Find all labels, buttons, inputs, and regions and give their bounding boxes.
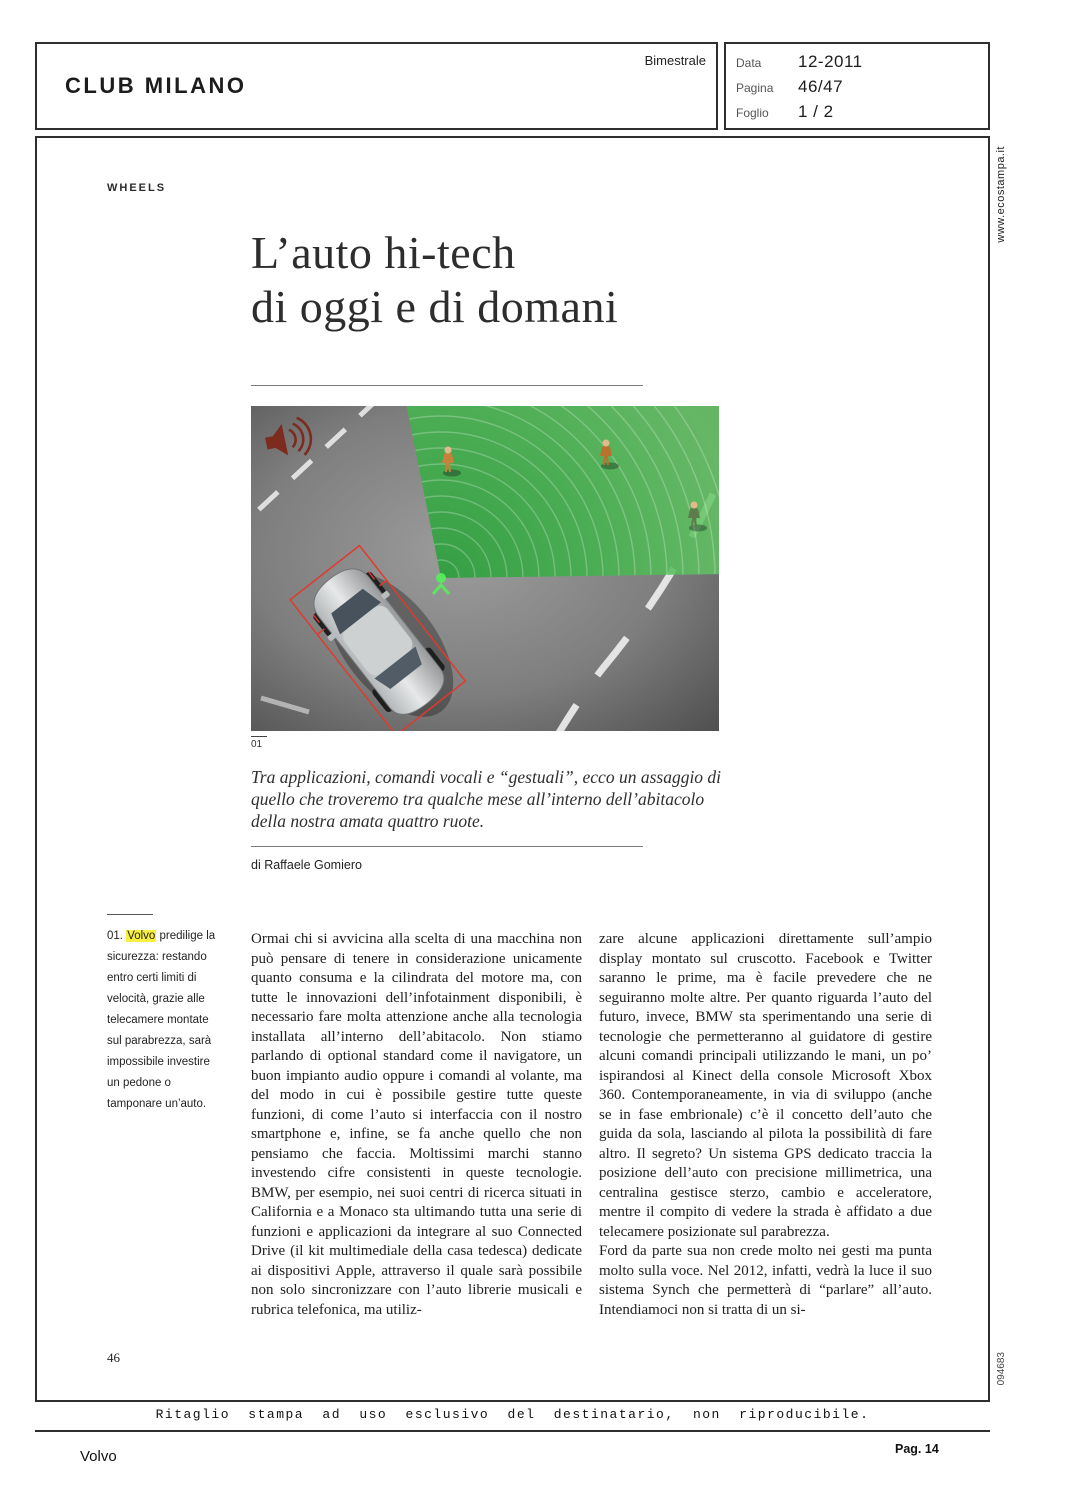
caption-text: predilige la sicurezza: restando entro certi limiti di velocità, grazie alle telecamere montate sul parabrezza, sarà impossibile investire un pedone o tamponare un’auto.	[107, 930, 216, 1110]
clipping-page-ref: Pag. 14	[895, 1442, 939, 1456]
body-column-2	[599, 930, 932, 1320]
column2-paragraph-2: Ford da parte sua non crede molto nei gesti ma punta molto sulla voce. Nel 2012, infatti, vedrà la luce il suo sistema Synch che permetterà di “parlare” all’auto. Intendiamoci non si tratta di un si-	[599, 1243, 932, 1318]
car-sensor-illustration	[251, 406, 719, 731]
section-label: WHEELS	[107, 182, 167, 194]
title-line-1: L’auto hi-tech	[251, 227, 516, 278]
figure-number: 01	[251, 736, 267, 750]
meta-value-date: 12-2011	[798, 52, 863, 71]
meta-row-data	[736, 52, 978, 72]
publication-logo: CLUB MILANO	[65, 73, 247, 98]
meta-value-foglio: 1 / 2	[798, 102, 834, 121]
disclaimer: Ritaglio stampa ad uso esclusivo del destinatario, non riproducibile.	[35, 1402, 990, 1432]
header-left-box	[35, 42, 718, 130]
meta-row-foglio	[736, 102, 978, 122]
column2-paragraph-1: zare alcune applicazioni direttamente sull’ampio display montato sul cruscotto. Facebook e Twitter saranno le prime, ma è facile prevedere che ne seguiranno molte altre. Per quanto riguarda l’auto del futuro, invece, BMW sta sperimentando una serie di tecnologie che permetteranno al guidatore di gestire alcuni comandi principali utilizzando le mani, un po’ ispirandosi al Kinect della console Microsoft Xbox 360. Contemporaneamente, in via di sviluppo (anche se in fase embrionale) c’è il concetto dell’auto che guida da sola, lasciando al pilota la possibilità di fare altro. Il segreto? Un sistema GPS dedicato traccia la posizione dell’auto con precisione millimetrica, una centralina gestisce sterzo, cambio e acceleratore, mentre il compito di vedere la strada è affidato a due telecamere posizionate sul parabrezza.	[599, 931, 932, 1240]
meta-label: Data	[736, 56, 762, 70]
title-rule	[251, 385, 643, 386]
title-line-2: di oggi e di domani	[251, 281, 619, 332]
figure-caption	[107, 926, 221, 1115]
meta-label: Pagina	[736, 81, 774, 95]
clipping-subject: Volvo	[80, 1448, 117, 1465]
page-number: 46	[107, 1350, 120, 1365]
header-meta-box	[724, 42, 990, 130]
article-title	[251, 226, 811, 334]
figure-illustration	[251, 406, 719, 731]
frequency-label: Bimestrale	[644, 53, 706, 68]
standfirst: Tra applicazioni, comandi vocali e “gestuali”, ecco un assaggio di quello che troveremo tra qualche mese all’interno dell’abitacolo della nostra amata quattro ruote.	[251, 767, 722, 831]
meta-label: Foglio	[736, 106, 769, 120]
meta-value-pagina: 46/47	[798, 77, 844, 96]
meta-row-pagina	[736, 77, 978, 97]
ecostampa-url-vertical: www.ecostampa.it	[995, 146, 1007, 243]
caption-rule	[107, 914, 153, 915]
body-column-1: Ormai chi si avvicina alla scelta di una macchina non può pensare di tenere in considerazione unicamente quanto consuma e la cilindrata del motore ma, con tutte le innovazioni dell’infotainment disponibili, è necessario fare molta attenzione anche alla tecnologia installata all’interno dell’abitacolo. Non stiamo parlando di optional standard come il navigatore, un buon impianto audio oppure i comandi al volante, ma del modo in cui è possibile gestire tutte queste funzioni, di come l’auto si interfaccia con il nostro smartphone e, infine, se fa anche quello che non pensiamo che faccia. Moltissimi marchi stanno investendo cifre consistenti in queste tecnologie. BMW, per esempio, nei suoi centri di ricerca situati in California e a Monaco sta ultimando tutta una serie di funzioni e applicazioni da integrare al suo Connected Drive (il kit multimediale della casa tedesca) dedicate ai dispositivi Apple, attraverso il quale sarà possibile non solo sincronizzare con l’auto librerie musicali e rubrica telefonica, ma utiliz-	[251, 931, 582, 1318]
clipping-code-vertical: 094683	[996, 1352, 1007, 1386]
article-frame	[35, 136, 990, 1402]
caption-number: 01.	[107, 930, 127, 942]
byline: di Raffaele Gomiero	[251, 858, 362, 872]
byline-rule	[251, 846, 643, 847]
caption-highlight: Volvo	[127, 930, 156, 942]
